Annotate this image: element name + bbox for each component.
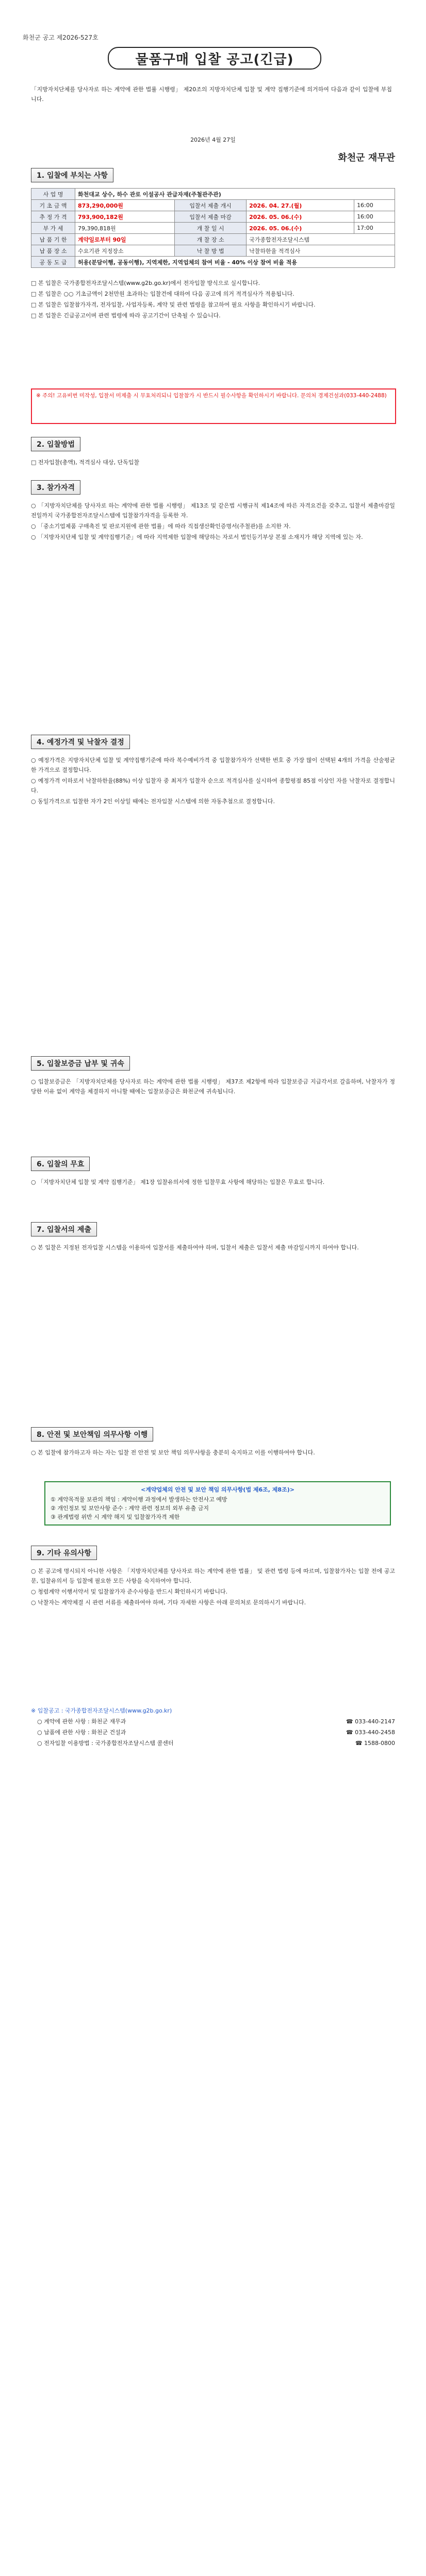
section-4-body xyxy=(31,755,395,807)
section-title-1: 1. 입찰에 부치는 사항 xyxy=(31,168,113,182)
bid-info-table xyxy=(31,188,395,268)
contact-info xyxy=(31,1705,395,1749)
paragraph: ○ 「중소기업제품 구매촉진 및 판로지원에 관한 법률」에 따라 직접생산확인증명서(주철관)를 소지한 자. xyxy=(31,523,291,530)
contact-phone: ☎ 033-440-2147 xyxy=(346,1718,395,1725)
contact-label: ○ 계약에 관한 사항 : 화천군 재무과 xyxy=(37,1718,126,1725)
notice-date: 2026년 4월 27일 xyxy=(190,137,236,143)
cell-label: 납 품 장 소 xyxy=(31,245,75,257)
contact-phone: ☎ 1588-0800 xyxy=(355,1740,395,1747)
box-line: ① 계약목적물 보관의 책임 : 계약이행 과정에서 발생하는 안전사고 예방 xyxy=(51,1496,227,1503)
section-title-4: 4. 예정가격 및 낙찰자 결정 xyxy=(31,735,130,749)
cell-label: 개 찰 일 시 xyxy=(175,223,247,234)
cell-label: 입찰서 제출 개시 xyxy=(175,200,247,211)
cell-time: 16:00 xyxy=(354,211,395,223)
cell-time: 17:00 xyxy=(354,223,395,234)
cell-label: 낙 찰 방 법 xyxy=(175,245,247,257)
paragraph: ○ 동일가격으로 입찰한 자가 2인 이상일 때에는 전자입찰 시스템에 의한 자동추첨으로 결정합니다. xyxy=(31,798,275,805)
notice-number: 화천군 공고 제2026-527호 xyxy=(23,34,99,41)
paragraph: ○ 예정가격은 지방자치단체 입찰 및 계약집행기준에 따라 복수예비가격 중 입찰참가자가 선택한 번호 중 가장 많이 선택된 4개의 가격을 산술평균한 가격으로 결정합니다. xyxy=(31,757,395,773)
warning-box: ※ 주의! 고유비번 미작성, 입찰서 미제출 시 무효처리되니 입찰참가 시 반드시 필수사항을 확인하시기 바랍니다. 문의처 경제건설과(033-440-2488) xyxy=(31,388,396,424)
paragraph: ○ 「지방자치단체를 당사자로 하는 계약에 관한 법률 시행령」 제13조 및 같은법 시행규칙 제14조에 따른 자격요건을 갖추고, 입찰서 제출마감일 전일까지 국가종합전자조달시스템에 입찰참가자격을 등록한 자. xyxy=(31,502,395,519)
section-9-body xyxy=(31,1566,395,1608)
section-title-9: 9. 기타 유의사항 xyxy=(31,1546,97,1560)
paragraph: □ 본 입찰은 입찰참가자격, 전자입찰, 사업자등록, 계약 및 관련 법령을 참고하여 필요 사항을 확인하시기 바랍니다. xyxy=(31,301,316,308)
section-3-body xyxy=(31,501,395,543)
cell-value: 계약일로부터 90일 xyxy=(75,234,175,245)
paragraph: □ 본 입찰은 국가종합전자조달시스템(www.g2b.go.kr)에서 전자입찰 방식으로 실시합니다. xyxy=(31,280,260,286)
cell-label: 입찰서 제출 마감 xyxy=(175,211,247,223)
section-8-body: ○ 본 입찰에 참가하고자 하는 자는 입찰 전 안전 및 보안 책임 의무사항을 충분히 숙지하고 이를 이행하여야 합니다. xyxy=(31,1449,315,1456)
paragraph: ○ 「지방자치단체 입찰 및 계약집행기준」에 따라 지역제한 입찰에 해당하는 자로서 법인등기부상 본점 소재지가 해당 지역에 있는 자. xyxy=(31,534,363,540)
contact-row xyxy=(31,1738,395,1749)
cell-value: 허용(분담이행, 공동이행), 지역제한, 지역업체의 참여 비율 - 40% 이상 참여 비율 적용 xyxy=(75,257,395,268)
section-7-body: ○ 본 입찰은 지정된 전자입찰 시스템을 이용하여 입찰서를 제출하여야 하며, 입찰서 제출은 입찰서 제출 마감일시까지 하여야 합니다. xyxy=(31,1244,359,1251)
section-5-body: ○ 입찰보증금은 「지방자치단체를 당사자로 하는 계약에 관한 법률 시행령」 제37조 제2항에 따라 입찰보증금 지급각서로 갈음하며, 낙찰자가 정당한 이유 없이 계약을 체결하지 아니할 때에는 입찰보증금은 화천군에 귀속됩니다. xyxy=(31,1078,395,1095)
cell-value: 793,900,182원 xyxy=(75,211,175,223)
paragraph: ○ 낙찰자는 계약체결 시 관련 서류를 제출하여야 하며, 기타 자세한 사항은 아래 문의처로 문의하시기 바랍니다. xyxy=(31,1599,306,1606)
cell-label: 기 초 금 액 xyxy=(31,200,75,211)
section-title-6: 6. 입찰의 무효 xyxy=(31,1157,90,1171)
section-title-5: 5. 입찰보증금 납부 및 귀속 xyxy=(31,1056,130,1071)
paragraph: ○ 예정가격 이하로서 낙찰하한율(88%) 이상 입찰자 중 최저가 입찰자 순으로 적격심사를 실시하여 종합평점 85점 이상인 자를 낙찰자로 결정합니다. xyxy=(31,777,395,794)
section-2-body: □ 전자입찰(총액), 적격심사 대상, 단독입찰 xyxy=(31,459,139,466)
section-title-3: 3. 참가자격 xyxy=(31,480,80,495)
paragraph: ○ 본 공고에 명시되지 아니한 사항은 「지방자치단체를 당사자로 하는 계약에 관한 법률」 및 관련 법령 등에 따르며, 입찰참가자는 입찰 전에 공고문, 입찰유의서 등 입찰에 필요한 모든 사항을 숙지하여야 합니다. xyxy=(31,1568,395,1584)
section-title-2: 2. 입찰방법 xyxy=(31,437,80,451)
cell-label: 개 찰 장 소 xyxy=(175,234,247,245)
contact-label: ○ 납품에 관한 사항 : 화천군 건설과 xyxy=(37,1729,126,1736)
cell-label: 공 동 도 급 xyxy=(31,257,75,268)
section-6-body: ○ 「지방자치단체 입찰 및 계약 집행기준」 제1장 입찰유의서에 정한 입찰무효 사항에 해당하는 입찰은 무효로 합니다. xyxy=(31,1179,325,1185)
paragraph: □ 본 입찰은 긴급공고이며 관련 법령에 따라 공고기간이 단축될 수 있습니다. xyxy=(31,312,221,319)
intro-text: 「지방자치단체를 당사자로 하는 계약에 관한 법률 시행령」 제20조의 지방자치단체 입찰 및 계약 집행기준에 의거하여 다음과 같이 입찰에 부칩니다. xyxy=(31,86,392,103)
cell-value: 79,390,818원 xyxy=(75,223,175,234)
section-1-body xyxy=(31,278,395,321)
contact-intro: ※ 입찰공고 : 국가종합전자조달시스템(www.g2b.go.kr) xyxy=(31,1707,172,1714)
cell-value: 2026. 05. 06.(수) xyxy=(247,223,354,234)
section-title-7: 7. 입찰서의 제출 xyxy=(31,1222,97,1236)
cell-value: 낙찰하한율 적격심사 xyxy=(247,245,395,257)
cell-value: 873,290,000원 xyxy=(75,200,175,211)
cell-time: 16:00 xyxy=(354,200,395,211)
cell-value: 2026. 05. 06.(수) xyxy=(247,211,354,223)
contact-label: ○ 전자입찰 이용방법 : 국가종합전자조달시스템 콜센터 xyxy=(37,1740,174,1747)
cell-project-label: 사 업 명 xyxy=(31,189,75,200)
cell-value: 국가종합전자조달시스템 xyxy=(247,234,395,245)
box-line: ③ 관계법령 위반 시 계약 해지 및 입찰참가자격 제한 xyxy=(51,1514,180,1520)
cell-label: 부 가 세 xyxy=(31,223,75,234)
issuer: 화천군 재무관 xyxy=(338,152,395,163)
paragraph: □ 본 입찰은 ○○ 기초금액이 2천만원 초과하는 입찰건에 대하여 다음 공고에 의거 적격심사가 적용됩니다. xyxy=(31,291,294,297)
safety-duty-box xyxy=(44,1481,391,1526)
contact-row xyxy=(31,1716,395,1727)
cell-value: 수요기관 지정장소 xyxy=(75,245,175,257)
box-line: ② 개인정보 및 보안사항 준수 : 계약 관련 정보의 외부 유출 금지 xyxy=(51,1505,209,1512)
paragraph: ○ 청렴계약 이행서약서 및 입찰참가자 준수사항을 반드시 확인하시기 바랍니다. xyxy=(31,1588,228,1595)
contact-row xyxy=(31,1727,395,1738)
cell-label: 납 품 기 한 xyxy=(31,234,75,245)
page-title: 물품구매 입찰 공고(긴급) xyxy=(108,47,321,70)
cell-project: 화천대교 상수, 하수 관로 이설공사 관급자재(주철관주관) xyxy=(75,189,395,200)
cell-value: 2026. 04. 27.(월) xyxy=(247,200,354,211)
box-title: <계약업체의 안전 및 보안 책임 의무사항(법 제6조, 제8조)> xyxy=(141,1486,294,1493)
section-title-8: 8. 안전 및 보안책임 의무사항 이행 xyxy=(31,1427,153,1442)
contact-phone: ☎ 033-440-2458 xyxy=(346,1729,395,1736)
cell-label: 추 정 가 격 xyxy=(31,211,75,223)
